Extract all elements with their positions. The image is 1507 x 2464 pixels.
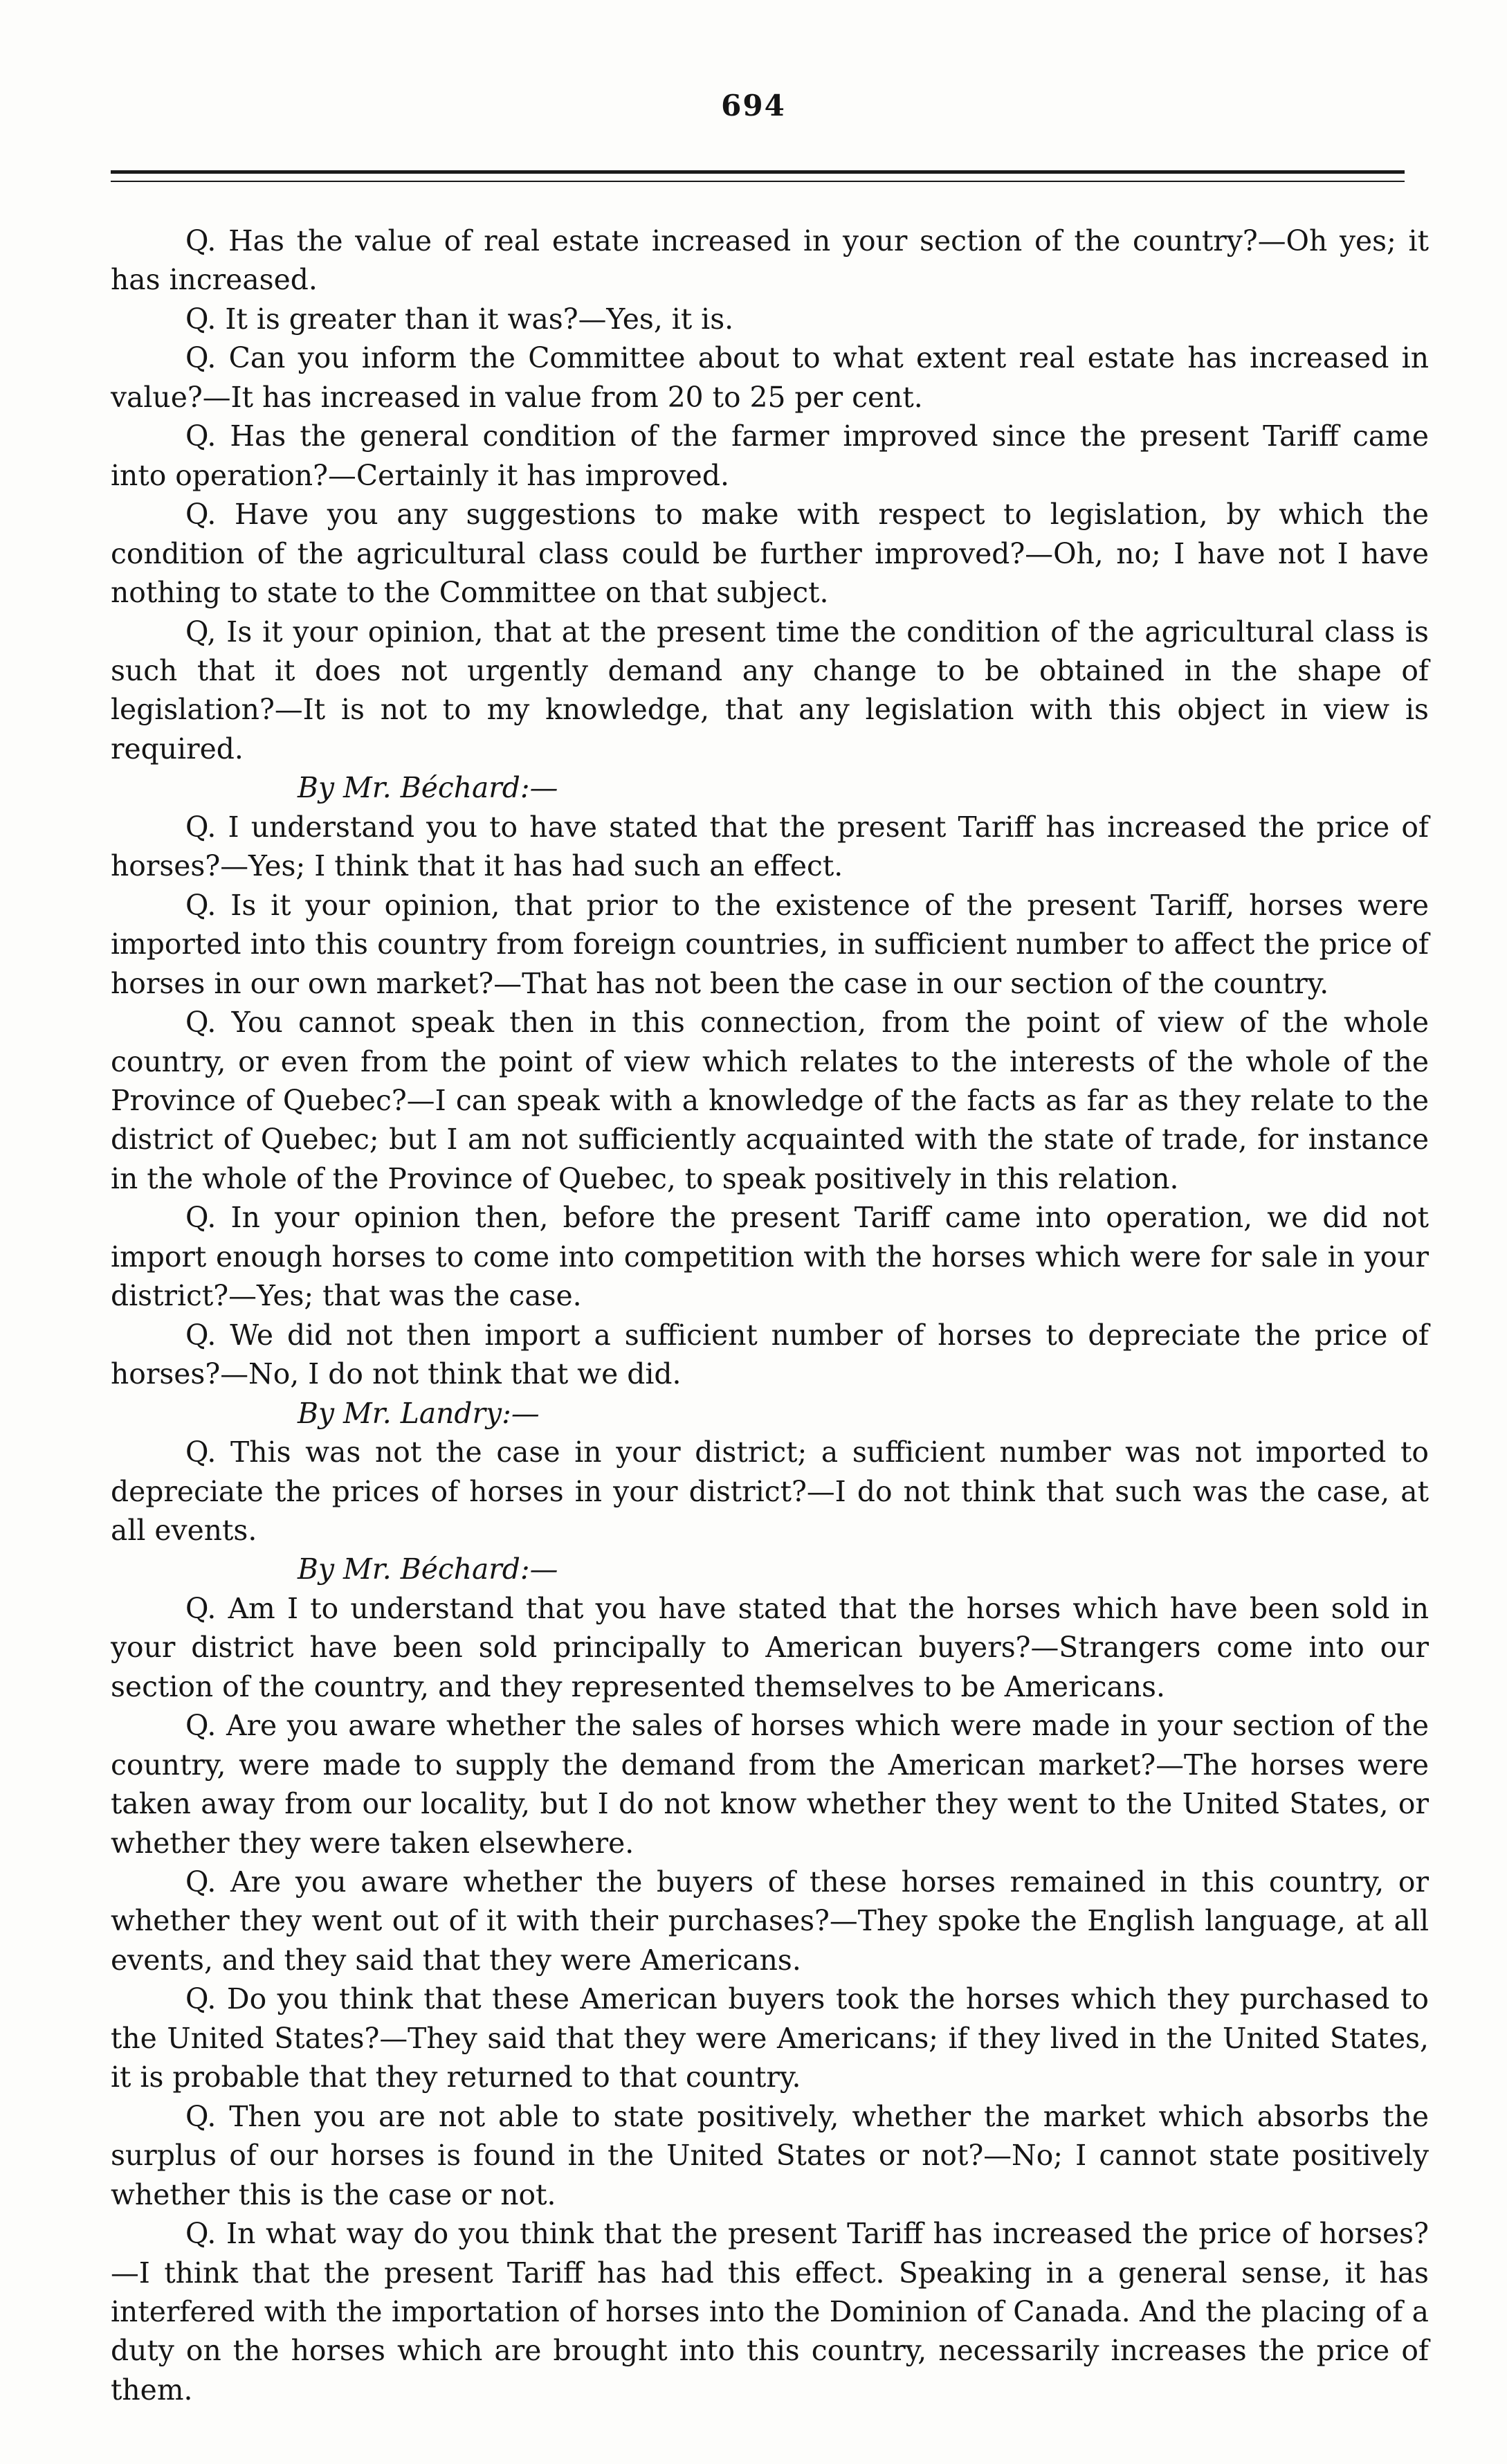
question-answer-paragraph: Q. Then you are not able to state positively, whether the market which absorbs the surplus of our horses is found in the United States or not?—No; I cannot state positively whether this is the case or not.	[111, 2099, 1429, 2211]
question-answer-paragraph: Q. You cannot speak then in this connection, from the point of view of the whole country, or even from the point of view which relates to the interests of the whole of the Province of Quebec?—I can speak with a knowledge of the facts as far as they relate to the district of Quebec; but I am not sufficiently acquainted with the state of trade, for instance in the whole of the Province of Quebec, to speak positively in this relation.	[111, 1006, 1429, 1195]
question-answer-paragraph: Q. We did not then import a sufficient number of horses to depreciate the price of horses?—No, I do not think that we did.	[111, 1318, 1429, 1391]
examiner-heading: By Mr. Béchard:—	[298, 771, 558, 805]
header-rule-thick	[111, 170, 1405, 174]
question-answer-paragraph: Q, Is it your opinion, that at the present time the condition of the agricultural class is such that it does not urgently demand any change to be obtained in the shape of legislation?—It is not to my knowledge, that any legislation with this object in view is required.	[111, 615, 1429, 766]
question-answer-paragraph: Q. Can you inform the Committee about to what extent real estate has increased in value?—It has increased in value from 20 to 25 per cent.	[111, 341, 1429, 414]
question-answer-paragraph: Q. Are you aware whether the sales of horses which were made in your section of the country, were made to supply the demand from the American market?—The horses were taken away from our locality, but I do not know whether they went to the United States, or whether they were taken elsewhere.	[111, 1709, 1429, 1860]
page-number: 694	[721, 89, 786, 123]
question-answer-paragraph: Q. This was not the case in your district; a sufficient number was not imported to depreciate the prices of horses in your district?—I do not think that such was the case, at all events.	[111, 1435, 1429, 1547]
question-answer-paragraph: Q. Is it your opinion, that prior to the existence of the present Tariff, horses were imported into this country from foreign countries, in sufficient number to affect the price of horses in our own market?—That has not been the case in our section of the country.	[111, 888, 1429, 1000]
question-answer-paragraph: Q. It is greater than it was?—Yes, it is.	[185, 302, 734, 336]
header-rule	[111, 170, 1405, 182]
question-answer-paragraph: Q. Are you aware whether the buyers of these horses remained in this country, or whether they went out of it with their purchases?—They spoke the English language, at all events, and they said that they were Americans.	[111, 1865, 1429, 1977]
header-rule-thin	[111, 181, 1405, 182]
question-answer-paragraph: Q. I understand you to have stated that the present Tariff has increased the price of horses?—Yes; I think that it has had such an effect.	[111, 810, 1429, 883]
examiner-heading: By Mr. Béchard:—	[298, 1552, 558, 1586]
question-answer-paragraph: Q. Do you think that these American buyers took the horses which they purchased to the United States?—They said that they were Americans; if they lived in the United States, it is probable that they returned to that country.	[111, 1982, 1429, 2094]
question-answer-paragraph: Q. In your opinion then, before the present Tariff came into operation, we did not import enough horses to come into competition with the horses which were for sale in your district?—Yes; that was the case.	[111, 1201, 1429, 1313]
testimony-text	[111, 221, 1429, 2409]
question-answer-paragraph: Q. Have you any suggestions to make with respect to legislation, by which the condition of the agricultural class could be further improved?—Oh, no; I have not I have nothing to state to the Committee on that subject.	[111, 498, 1429, 610]
examiner-heading: By Mr. Landry:—	[298, 1396, 540, 1430]
question-answer-paragraph: Q. Has the general condition of the farmer improved since the present Tariff came into operation?—Certainly it has improved.	[111, 419, 1429, 492]
question-answer-paragraph: Q. Has the value of real estate increased in your section of the country?—Oh yes; it has increased.	[111, 224, 1429, 297]
question-answer-paragraph: Q. In what way do you think that the present Tariff has increased the price of horses?—I think that the present Tariff has had this effect. Speaking in a general sense, it has interfered with the importation of horses into the Dominion of Canada. And the placing of a duty on the horses which are brought into this country, necessarily increases the price of them.	[111, 2217, 1429, 2407]
question-answer-paragraph: Q. Am I to understand that you have stated that the horses which have been sold in your district have been sold principally to American buyers?—Strangers come into our section of the country, and they represented themselves to be Americans.	[111, 1591, 1429, 1703]
